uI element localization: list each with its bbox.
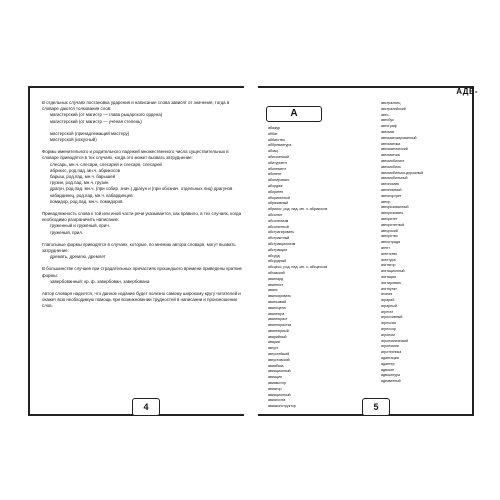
dictionary-entry: автоматчик bbox=[381, 153, 400, 158]
dictionary-entry: авантюрный bbox=[268, 328, 289, 333]
dictionary-entry: автопортрет bbox=[381, 193, 402, 198]
running-header: АДЕ- bbox=[456, 87, 478, 96]
dictionary-entry: автономный bbox=[381, 187, 402, 192]
dictionary-entry: автомобильный bbox=[381, 176, 408, 181]
dictionary-entry: авансцена bbox=[268, 305, 286, 310]
dictionary-entry: абсурд bbox=[268, 253, 280, 258]
paragraph: В большинстве случаев при страдательных причастиях прошедшего времени приведены краткие формы: bbox=[42, 266, 242, 278]
dictionary-entry: августовский bbox=[268, 357, 290, 362]
dictionary-entry: абсцесс, род. пад. мн. ч. абсцессов bbox=[268, 265, 328, 270]
paragraph: Автор словаря надеется, что данное издание будет полезно самому широкому кругу читателей и окажет всю необходимую помощь при возникновении трудностей в написании и произношении слов. bbox=[42, 291, 241, 309]
dictionary-entry: абордаж bbox=[268, 183, 283, 188]
dictionary-entry: абхазский bbox=[268, 270, 285, 275]
example-line: груженный и гружёный, прич. bbox=[50, 223, 110, 229]
dictionary-entry: авторский bbox=[381, 228, 398, 233]
dictionary-entry: абстракционизм bbox=[268, 241, 296, 246]
dictionary-entry: абонировать bbox=[268, 178, 290, 183]
example-line: драгун, род.пад. мн.ч. (при собир. знач.) драгун и (при обознач. отдельных лиц) драгунов bbox=[50, 186, 233, 192]
dictionary-entry: автоматизированный bbox=[381, 135, 417, 140]
example-line: магистерский (от магистр — глава рыцарского ордена) bbox=[50, 112, 163, 118]
dictionary-entry: авангард bbox=[268, 276, 284, 281]
example-line: мастерской (искусный) bbox=[50, 137, 97, 143]
dictionary-entry: абстрактный bbox=[268, 236, 290, 241]
dictionary-entry: аграрий bbox=[381, 298, 395, 303]
dictionary-entry: аборигенный bbox=[268, 195, 290, 200]
dictionary-entry: авиамотор bbox=[268, 381, 286, 386]
dictionary-entry: агитатор bbox=[381, 263, 396, 268]
dictionary-entry: аграрный bbox=[381, 303, 397, 308]
dictionary-entry: агроном bbox=[381, 332, 395, 337]
dictionary-entry: авторизовать bbox=[381, 211, 404, 216]
dictionary-entry: адаптер bbox=[381, 361, 395, 366]
dictionary-entry: авто... bbox=[381, 112, 392, 117]
dictionary-entry: абрикос, род. пад. мн. ч. абрикосов bbox=[268, 207, 328, 212]
dictionary-entry: абразивный bbox=[268, 201, 289, 206]
dictionary-entry: адвокат bbox=[381, 367, 395, 372]
example-line: груженый, прил. bbox=[50, 229, 84, 235]
left-page-text bbox=[34, 100, 244, 310]
dictionary-entry: абстрагировать bbox=[268, 230, 295, 235]
dictionary-entry: аварийный bbox=[268, 334, 287, 339]
dictionary-entry: авантюрист bbox=[268, 317, 288, 322]
dictionary-entry: агония bbox=[381, 292, 393, 297]
example-line: дремать, дремлю, дремлет bbox=[50, 254, 106, 260]
dictionary-entry: абсурдный bbox=[268, 259, 287, 264]
dictionary-entry: абсолютный bbox=[268, 224, 289, 229]
dictionary-entry: августейший bbox=[268, 352, 290, 357]
dictionary-entry: автомат bbox=[381, 129, 395, 134]
dictionary-entry: авторизованный bbox=[381, 205, 409, 210]
dictionary-entry: авантюристка bbox=[268, 323, 292, 328]
right-page-number: 5 bbox=[362, 398, 390, 416]
dictionary-entry: агротехника bbox=[381, 350, 402, 355]
dictionary-entry: аббатство bbox=[268, 137, 285, 142]
dictionary-entry: автоматика bbox=[381, 141, 401, 146]
dictionary-entry: агрессивный bbox=[381, 315, 403, 320]
dictionary-entry: авария bbox=[268, 340, 280, 345]
dictionary-entry: адаптация bbox=[381, 356, 399, 361]
dictionary-entry: агрессор bbox=[381, 327, 396, 332]
dictionary-entry: автоматический bbox=[381, 147, 408, 152]
example-line: барыш, род.пад. мн.ч. барышей bbox=[50, 174, 116, 180]
dictionary-entry: автомобильно-дорожный bbox=[381, 170, 424, 175]
dictionary-entry: агентура bbox=[381, 257, 396, 262]
dictionary-entry: авансировать bbox=[268, 294, 291, 299]
dictionary-entry: авиаконструктор bbox=[268, 404, 296, 409]
dictionary-entry: агентство bbox=[381, 251, 398, 256]
dictionary-entry: абиссинский bbox=[268, 154, 290, 159]
dictionary-entry: агрономия bbox=[381, 344, 399, 349]
dictionary-entry: авиация bbox=[268, 375, 282, 380]
dictionary-entry: агрегат bbox=[381, 309, 394, 314]
section-letter: А bbox=[266, 106, 322, 122]
dictionary-entry: абсолют bbox=[268, 212, 283, 217]
dictionary-entry: аванс bbox=[268, 288, 278, 293]
dictionary-entry: автограф bbox=[381, 124, 397, 129]
dictionary-entry: август bbox=[268, 346, 279, 351]
example-line: мастерской (принадлежащий мастеру) bbox=[50, 130, 130, 136]
dictionary-entry: агрессия bbox=[381, 321, 396, 326]
dictionary-entry: автострада bbox=[381, 240, 400, 245]
dictionary-entry: австралиец bbox=[381, 101, 401, 105]
dictionary-entry: авантюра bbox=[268, 311, 285, 316]
paragraph: Принадлежность слова к той или иной части речи указывается, как правило, в тех случаях, когда необходимо разграничить написание: bbox=[42, 211, 242, 223]
dictionary-entry: автомобиль bbox=[381, 164, 401, 169]
dictionary-entry: автор bbox=[381, 199, 391, 204]
example-line: абрикос, род.пад. мн.ч. абрикосов bbox=[50, 167, 120, 173]
dictionary-entry: агитировать bbox=[381, 280, 402, 285]
example-line: слесарь, мн.ч. слесари, слесарей и слесаря, слесарей bbox=[50, 161, 162, 167]
dictionary-entry: абонемент bbox=[268, 166, 287, 171]
dictionary-entry: автономия bbox=[381, 182, 399, 187]
dictionary-column-1 bbox=[268, 126, 342, 410]
dictionary-entry: аббат bbox=[268, 131, 278, 136]
dictionary-entry: австралийский bbox=[381, 106, 406, 111]
paragraph: Глагольные формы приводятся в случаях, которые, по мнению автора словаря, могут вызвать затруднение: bbox=[42, 241, 236, 254]
example-line: магистерский (от магистр — учёная степень) bbox=[50, 118, 142, 124]
dictionary-entry: абориген bbox=[268, 189, 284, 194]
example-line: помидор, род.пад. мн.ч. помидоров bbox=[50, 198, 123, 204]
dictionary-entry: агитпункт bbox=[381, 286, 397, 291]
dictionary-entry: абонент bbox=[268, 172, 282, 177]
dictionary-entry: авиабаза bbox=[268, 363, 284, 368]
dictionary-entry: адвокатура bbox=[381, 373, 400, 378]
dictionary-entry: агитационный bbox=[381, 269, 405, 274]
dictionary-entry: авторитетный bbox=[381, 222, 405, 227]
dictionary-entry: абсолютизм bbox=[268, 218, 289, 223]
dictionary-entry: авансовый bbox=[268, 299, 287, 304]
dictionary-entry: агрономический bbox=[381, 338, 409, 343]
dictionary-entry: авиационный bbox=[268, 392, 291, 397]
dictionary-entry: авиатор bbox=[268, 386, 282, 391]
dictionary-column-2 bbox=[381, 101, 463, 385]
dictionary-entry: агитация bbox=[381, 274, 396, 279]
dictionary-entry: авторитет bbox=[381, 216, 398, 221]
dictionary-entry: авиапочта bbox=[268, 398, 286, 403]
dictionary-entry: абзац bbox=[268, 149, 278, 154]
dictionary-entry: агент bbox=[381, 245, 390, 250]
dictionary-entry: адекватный bbox=[381, 379, 401, 384]
dictionary-entry: автомобилист bbox=[381, 158, 405, 163]
example-line: завербованный; кр. ф. завербован, завербована bbox=[50, 278, 150, 284]
left-page-number: 4 bbox=[132, 398, 160, 416]
paragraph: В отдельных случаях постановка ударения и написание слова зависят от значения, тогда в словаре даются толкования слов: bbox=[42, 100, 230, 112]
dictionary-entry: абитуриент bbox=[268, 160, 288, 165]
dictionary-entry: аббревиатура bbox=[268, 143, 292, 148]
dictionary-entry: авиационный bbox=[268, 369, 291, 374]
dictionary-entry: автобус bbox=[381, 118, 394, 123]
example-line: грузин, род.пад. мн.ч. грузин bbox=[50, 180, 109, 186]
dictionary-entry: авторство bbox=[381, 234, 398, 239]
example-line: кабардинец, род.пад. мн.ч. кабардинцев bbox=[50, 192, 133, 198]
dictionary-entry: абажур bbox=[268, 126, 281, 130]
dictionary-entry: аванпост bbox=[268, 282, 284, 287]
dictionary-entry: абстракция bbox=[268, 247, 288, 252]
paragraph: Формы именительного и родительного падежей множественного числа существительных в словаре приводятся в тех случаях, когда это может вызвать затруднение: bbox=[42, 149, 229, 161]
